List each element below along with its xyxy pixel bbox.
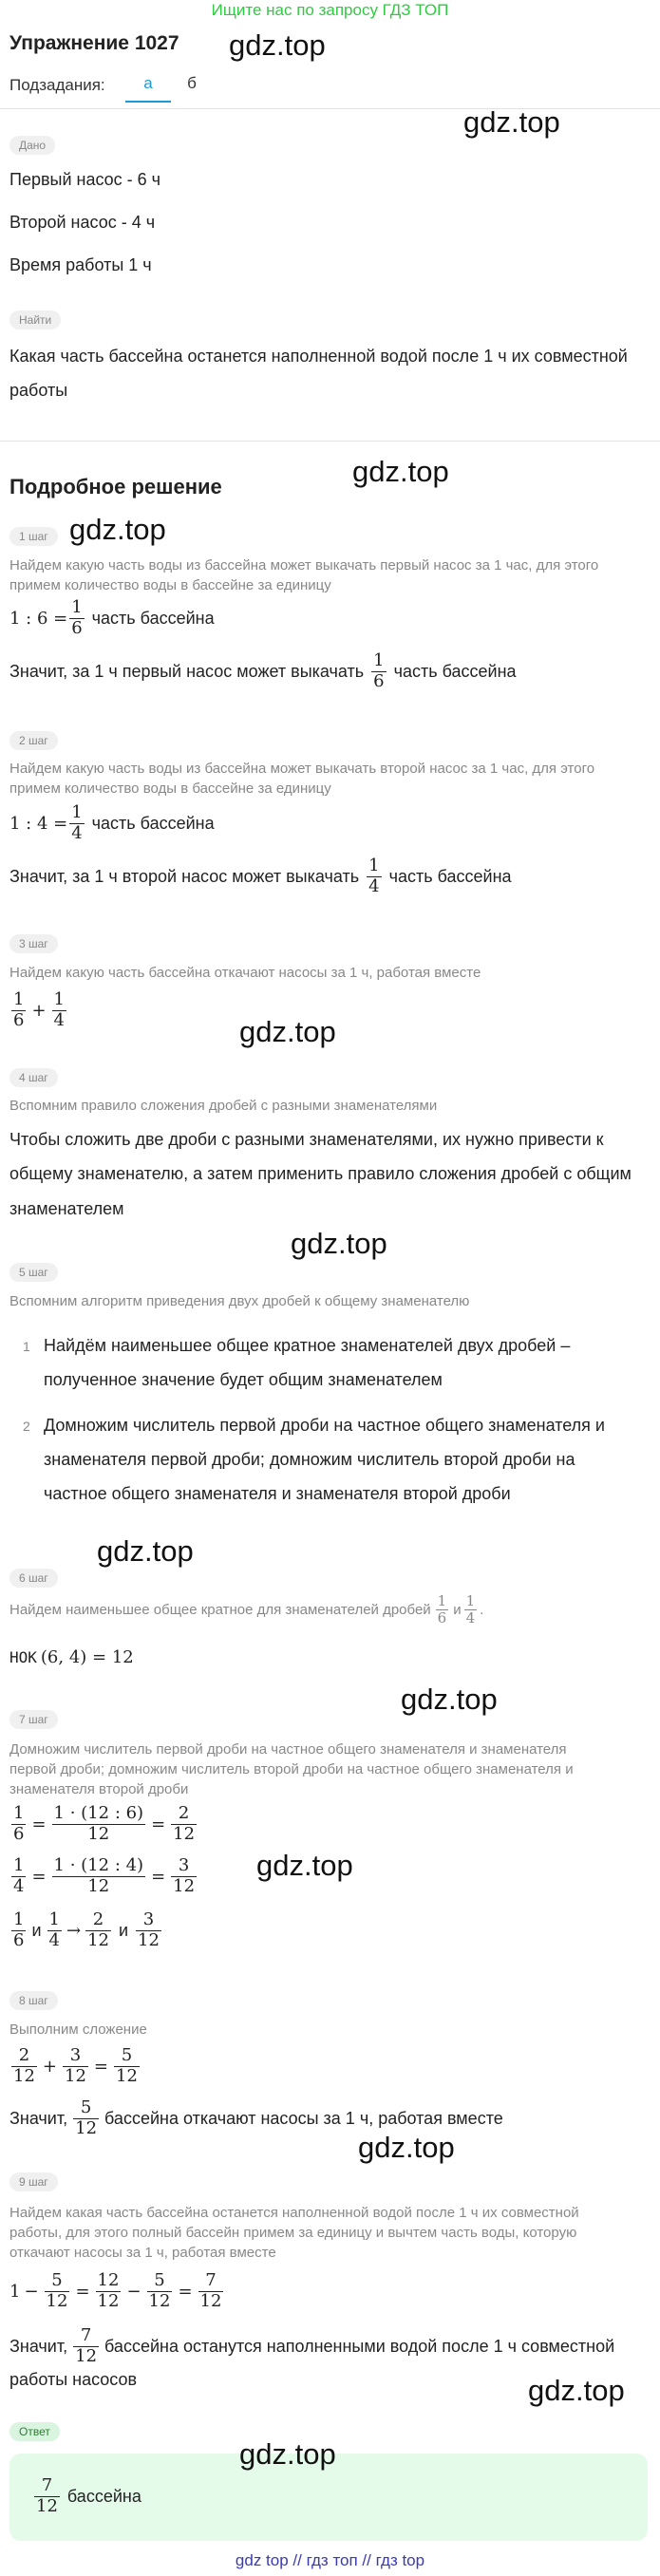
step-equation <box>9 803 215 843</box>
list-item-continued: полученное значение будет общим знаменателем <box>44 1370 443 1389</box>
fraction: $\frac{3}{12}$ <box>173 1855 196 1896</box>
equation-tail: часть бассейна <box>91 608 215 628</box>
rule-text: Чтобы сложить две дроби с разными знаменателями, их нужно привести к <box>9 1130 604 1149</box>
watermark: gdz.top <box>401 1683 498 1716</box>
conclusion-text: часть бассейна <box>388 866 512 886</box>
fraction: $\frac{5}{12}$ <box>116 2045 138 2086</box>
arrow: → <box>66 1920 82 1941</box>
step-chip: 4 шаг <box>9 1068 58 1087</box>
step-conclusion <box>9 2326 614 2366</box>
step-chip: 7 шаг <box>9 1710 58 1729</box>
answer-text: бассейна <box>66 2486 141 2506</box>
nok-equation <box>9 1647 134 1667</box>
equals: = <box>178 2281 193 2302</box>
step-conclusion <box>9 651 517 691</box>
conclusion-text: работы насосов <box>9 2370 138 2389</box>
solution-title: Подробное решение <box>9 475 222 498</box>
watermark: gdz.top <box>463 105 560 139</box>
step-equation <box>9 598 215 638</box>
watermark: gdz.top <box>229 28 326 62</box>
fraction: $\frac{1}{6}$ <box>71 597 83 638</box>
fraction: $\frac{1}{4}$ <box>13 1855 25 1896</box>
step-description: Вспомним алгоритм приведения двух дробей к общему знаменателю <box>9 1293 470 1309</box>
step-description: первой дроби; домножим числитель второй дроби на частное общего знаменателя и <box>9 1761 574 1777</box>
given-line: Второй насос - 4 ч <box>9 213 156 232</box>
step-description: работы, для этого полный бассейн примем за единицу и вычтем часть воды, которую <box>9 2225 577 2241</box>
subtasks-label: Подзадания: <box>9 76 105 94</box>
watermark: gdz.top <box>256 1849 353 1882</box>
fraction: $\frac{1}{4}$ <box>71 802 83 843</box>
step-chip: 3 шаг <box>9 934 58 953</box>
watermark: gdz.top <box>69 513 166 546</box>
description-text: Найдем наименьшее общее кратное для знаменателей дробей <box>9 1602 431 1619</box>
equals: = <box>75 2281 90 2302</box>
answer-chip: Ответ <box>9 2422 60 2441</box>
fraction: $\frac{1 \cdot (12 : 4)}{12}$ <box>53 1855 144 1896</box>
list-item: 1 Найдём наименьшее общее кратное знаменателей двух дробей – <box>23 1336 571 1355</box>
rule-text: общему знаменателю, а затем применить правило сложения дробей с общим <box>9 1164 632 1183</box>
tab-b[interactable]: б <box>187 74 197 92</box>
math-expr: 1 : 6 = <box>9 608 68 629</box>
watermark: gdz.top <box>239 1015 336 1048</box>
page-title: Упражнение 1027 <box>9 32 179 54</box>
step-chip: 2 шаг <box>9 731 58 750</box>
fraction: $\frac{1}{6}$ <box>13 1909 25 1950</box>
find-line: работы <box>9 381 68 400</box>
conclusion-text: бассейна останутся наполненными водой после 1 ч совместной <box>104 2336 615 2356</box>
plus-sign: + <box>42 2056 57 2077</box>
step-description: Домножим числитель первой дроби на частное общего знаменателя и знаменателя <box>9 1741 567 1758</box>
watermark: gdz.top <box>291 1227 387 1260</box>
watermark: gdz.top <box>352 455 449 488</box>
number: 1 <box>9 2281 21 2302</box>
equals: = <box>31 1866 47 1887</box>
step-equation <box>9 1804 198 1844</box>
step-chip: 1 шаг <box>9 527 58 546</box>
dot: . <box>480 1602 484 1619</box>
step-description: Найдем какую часть воды из бассейна может выкачать первый насос за 1 час, для этого <box>9 557 599 573</box>
list-item-continued: знаменателя первой дроби; домножим числитель второй дроби на <box>44 1450 575 1469</box>
equals: = <box>151 1814 166 1834</box>
math-expr: 1 : 4 = <box>9 813 68 834</box>
step-description: примем количество воды в бассейне за единицу <box>9 780 331 797</box>
fraction: $\frac{7}{12}$ <box>75 2325 98 2366</box>
divider <box>0 108 660 109</box>
fraction: $\frac{2}{12}$ <box>173 1803 196 1844</box>
fraction: $\frac{5}{12}$ <box>148 2270 171 2311</box>
tab-a[interactable]: а <box>125 74 171 103</box>
minus-sign: − <box>24 2281 39 2302</box>
answer-content <box>32 2476 141 2516</box>
rule-text: знаменателем <box>9 1199 124 1218</box>
list-item: 2 Домножим числитель первой дроби на частное общего знаменателя и <box>23 1416 605 1435</box>
fraction: $\frac{1}{4}$ <box>368 856 380 896</box>
step-description: Выполним сложение <box>9 2021 147 2038</box>
divider <box>0 441 660 442</box>
step-description: Вспомним правило сложения дробей с разными знаменателями <box>9 1098 438 1114</box>
given-line: Первый насос - 6 ч <box>9 170 161 189</box>
step-chip: 9 шаг <box>9 2172 58 2191</box>
conclusion-text: Значит, <box>9 2108 68 2128</box>
fraction: $\frac{1}{4}$ <box>48 1909 60 1950</box>
fraction: $\frac{2}{12}$ <box>13 2045 35 2086</box>
conclusion-text: бассейна откачают насосы за 1 ч, работая вместе <box>104 2108 503 2128</box>
fraction: $\frac{7}{12}$ <box>36 2475 58 2516</box>
step-description: знаменателя второй дроби <box>9 1781 189 1797</box>
fraction: $\frac{1}{4}$ <box>53 989 65 1030</box>
equals: = <box>93 2056 108 2077</box>
step-chip: 8 шаг <box>9 1991 58 2010</box>
given-chip: Дано <box>9 136 55 155</box>
conclusion-text: Значит, за 1 ч второй насос может выкачать <box>9 866 360 886</box>
watermark: gdz.top <box>239 2437 336 2471</box>
nok-label: НОК <box>9 1648 37 1666</box>
given-line: Время работы 1 ч <box>9 255 152 274</box>
step-chip: 5 шаг <box>9 1263 58 1282</box>
conclusion-text: Значит, <box>9 2336 68 2356</box>
watermark: gdz.top <box>97 1534 194 1568</box>
step-description: Найдем какую часть бассейна откачают насосы за 1 ч, работая вместе <box>9 965 481 981</box>
and-text: и <box>31 1920 42 1940</box>
step-equation <box>9 1856 198 1896</box>
fraction: $\frac{12}{12}$ <box>97 2270 120 2311</box>
find-line: Какая часть бассейна останется наполненной водой после 1 ч их совместной <box>9 347 628 366</box>
fraction: $\frac{5}{12}$ <box>46 2270 68 2311</box>
watermark: gdz.top <box>358 2131 455 2164</box>
step-equation <box>9 2046 141 2086</box>
step-chip: 6 шаг <box>9 1569 58 1588</box>
conclusion-text: Значит, за 1 ч первый насос может выкачать <box>9 661 365 681</box>
step-conclusion <box>9 856 512 896</box>
fraction: $\frac{2}{12}$ <box>87 1909 109 1950</box>
equation-tail: часть бассейна <box>91 813 215 833</box>
fraction: $\frac{1 \cdot (12 : 6)}{12}$ <box>53 1803 144 1844</box>
step-equation <box>9 990 68 1030</box>
step-equation <box>9 2271 225 2311</box>
fraction: $\frac{3}{12}$ <box>65 2045 86 2086</box>
watermark: gdz.top <box>528 2374 625 2407</box>
list-item-continued: частное общего знаменателя и знаменателя второй дроби <box>44 1484 511 1503</box>
equals: = <box>151 1866 166 1887</box>
top-banner[interactable]: Ищите нас по запросу ГДЗ ТОП <box>211 1 449 19</box>
step-description: Найдем какая часть бассейна останется наполненной водой после 1 ч их совместной <box>9 2205 579 2221</box>
fraction: $\frac{1}{6}$ <box>437 1592 447 1627</box>
fraction: $\frac{1}{4}$ <box>465 1592 476 1627</box>
and-text: и <box>453 1602 462 1619</box>
fraction: $\frac{1}{6}$ <box>13 989 25 1030</box>
minus-sign: − <box>126 2281 141 2302</box>
and-text: и <box>118 1920 129 1940</box>
fraction: $\frac{1}{6}$ <box>373 650 385 691</box>
step-description: откачают насосы за 1 ч, работая вместе <box>9 2245 276 2261</box>
find-chip: Найти <box>9 310 61 329</box>
fraction: $\frac{7}{12}$ <box>199 2270 222 2311</box>
fraction: $\frac{1}{6}$ <box>13 1803 25 1844</box>
conclusion-text: часть бассейна <box>393 661 517 681</box>
footer-links[interactable]: gdz top // гдз топ // гдз top <box>235 2551 425 2569</box>
nok-expr: (6, 4) = 12 <box>40 1647 134 1667</box>
plus-sign: + <box>31 1000 47 1021</box>
fraction: $\frac{5}{12}$ <box>75 2097 98 2138</box>
step-description: Найдем какую часть воды из бассейна может выкачать второй насос за 1 час, для этого <box>9 761 595 777</box>
fraction: $\frac{3}{12}$ <box>138 1909 160 1950</box>
equals: = <box>31 1814 47 1834</box>
step-description: примем количество воды в бассейне за единицу <box>9 577 331 593</box>
step-description <box>9 1593 483 1627</box>
step-equation <box>9 1910 163 1950</box>
